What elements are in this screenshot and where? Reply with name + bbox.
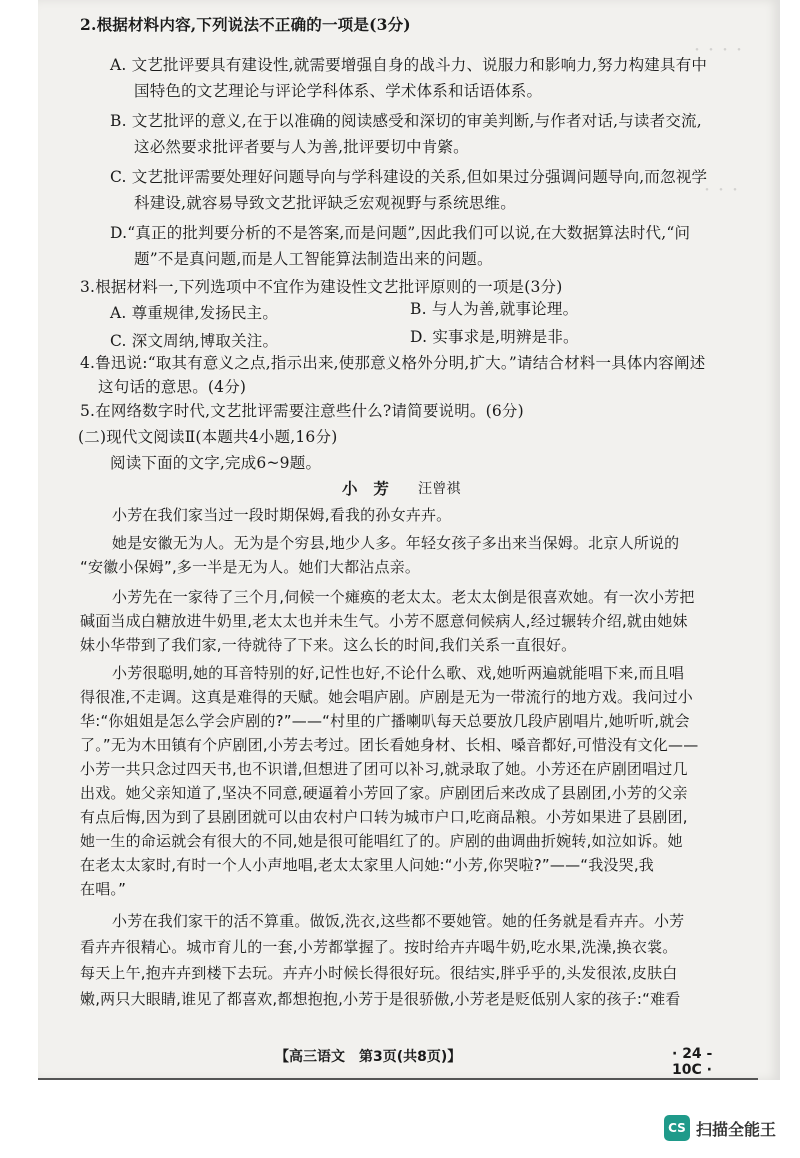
question-4-line1: 4.鲁迅说:“取其有意义之点,指示出来,使那意义格外分明,扩大。”请结合材料一具体内容阐述 — [80, 354, 706, 372]
story-p4h: 她一生的命运就会有很大的不同,她是很可能唱红了的。庐剧的曲调曲折婉转,如泣如诉。她 — [80, 832, 683, 850]
q3-option-a: A. 尊重规律,发扬民主。 — [110, 304, 279, 322]
story-p2b: “安徽小保姆”,多一半是无为人。她们大都沾点亲。 — [80, 558, 421, 576]
story-p4a: 小芳很聪明,她的耳音特别的好,记性也好,不论什么歌、戏,她听两遍就能唱下来,而且唱 — [112, 664, 685, 682]
story-p4b: 得很准,不走调。这真是难得的天赋。她会唱庐剧。庐剧是无为一带流行的地方戏。我问过小 — [80, 688, 693, 706]
question-5: 5.在网络数字时代,文艺批评需要注意些什么?请简要说明。(6分) — [80, 402, 524, 420]
story-p3c: 妹小华带到了我们家,一待就待了下来。这么长的时间,我们关系一直很好。 — [80, 636, 577, 654]
bleed-through: ・・・・ — [690, 43, 746, 59]
question-2-stem: 2.根据材料内容,下列说法不正确的一项是(3分) — [80, 15, 411, 34]
q2-option-c-line2: 科建设,就容易导致文艺批评缺乏宏观视野与系统思维。 — [134, 194, 516, 212]
exam-code: · 24 - 10C · — [672, 1046, 713, 1078]
story-p5d: 嫩,两只大眼睛,谁见了都喜欢,都想抱抱,小芳于是很骄傲,小芳老是贬低别人家的孩子:“难看 — [80, 990, 681, 1008]
story-p4i: 在老太太家时,有时一个人小声地唱,老太太家里人问她:“小芳,你哭啦?”——“我没哭,我 — [80, 856, 655, 874]
story-p3b: 碱面当成白糖放进牛奶里,老太太也并未生气。小芳不愿意伺候病人,经过辗转介绍,就由她妹 — [80, 612, 688, 630]
watermark-text: 扫描全能王 — [696, 1119, 777, 1139]
story-p4d: 了。”无为木田镇有个庐剧团,小芳去考过。团长看她身材、长相、嗓音都好,可惜没有文化—— — [80, 736, 699, 754]
story-author: 汪曾祺 — [418, 481, 461, 497]
question-4-line2: 这句话的意思。(4分) — [98, 378, 247, 396]
q3-option-c: C. 深文周纳,博取关注。 — [110, 332, 279, 350]
story-p4f: 出戏。她父亲知道了,坚决不同意,硬逼着小芳回了家。庐剧团后来改成了县剧团,小芳的父亲 — [80, 784, 688, 802]
q2-option-a-line1: A. 文艺批评要具有建设性,就需要增强自身的战斗力、说服力和影响力,努力构建具有中 — [110, 56, 708, 74]
page-number: 【高三语文 第3页(共8页)】 — [275, 1049, 462, 1065]
story-p2a: 她是安徽无为人。无为是个穷县,地少人多。年轻女孩子多出来当保姆。北京人所说的 — [112, 534, 680, 552]
q2-option-b-line1: B. 文艺批评的意义,在于以准确的阅读感受和深切的审美判断,与作者对话,与读者交流, — [110, 112, 702, 130]
camscanner-logo-icon: CS — [664, 1115, 690, 1141]
story-p4e: 小芳一共只念过四天书,也不识谱,但想进了团可以补习,就录取了她。小芳还在庐剧团唱过几 — [80, 760, 688, 778]
story-p5b: 看卉卉很精心。城市育儿的一套,小芳都掌握了。按时给卉卉喝牛奶,吃水果,洗澡,换衣裳。 — [80, 938, 678, 956]
story-p4g: 有点后悔,因为到了县剧团就可以由农村户口转为城市户口,吃商品粮。小芳如果进了县剧团, — [80, 808, 688, 826]
q2-option-d-line2: 题”不是真问题,而是人工智能算法制造出来的问题。 — [134, 250, 493, 268]
story-p5a: 小芳在我们家干的活不算重。做饭,洗衣,这些都不要她管。她的任务就是看卉卉。小芳 — [112, 912, 685, 930]
q2-option-b-line2: 这必然要求批评者要与人为善,批评要切中肯綮。 — [134, 138, 469, 156]
section-2-heading: (二)现代文阅读Ⅱ(本题共4小题,16分) — [78, 428, 338, 446]
q3-option-d: D. 实事求是,明辨是非。 — [410, 328, 579, 346]
story-title: 小 芳 — [342, 479, 390, 498]
section-2-instruction: 阅读下面的文字,完成6~9题。 — [110, 454, 322, 472]
q3-option-b: B. 与人为善,就事论理。 — [410, 300, 579, 318]
story-p1: 小芳在我们家当过一段时期保姆,看我的孙女卉卉。 — [112, 506, 452, 524]
story-p4j: 在唱。” — [80, 880, 127, 898]
story-p5c: 每天上午,抱卉卉到楼下去玩。卉卉小时候长得很好玩。很结实,胖乎乎的,头发很浓,皮肤白 — [80, 964, 678, 982]
q2-option-a-line2: 国特色的文艺理论与评论学科体系、学术体系和话语体系。 — [134, 82, 543, 100]
camscanner-watermark — [664, 1114, 776, 1142]
q2-option-d-line1: D.“真正的批判要分析的不是答案,而是问题”,因此我们可以说,在大数据算法时代,“问 — [110, 224, 691, 242]
question-3-stem: 3.根据材料一,下列选项中不宜作为建设性文艺批评原则的一项是(3分) — [80, 278, 563, 296]
bleed-through: ・・・ — [700, 183, 742, 199]
page-edge — [38, 1078, 758, 1080]
q2-option-c-line1: C. 文艺批评需要处理好问题导向与学科建设的关系,但如果过分强调问题导向,而忽视学 — [110, 168, 708, 186]
story-p3a: 小芳先在一家待了三个月,伺候一个瘫痪的老太太。老太太倒是很喜欢她。有一次小芳把 — [112, 588, 695, 606]
story-p4c: 华:“你姐姐是怎么学会庐剧的?”——“村里的广播喇叭每天总要放几段庐剧唱片,她听听,就会 — [80, 712, 690, 730]
